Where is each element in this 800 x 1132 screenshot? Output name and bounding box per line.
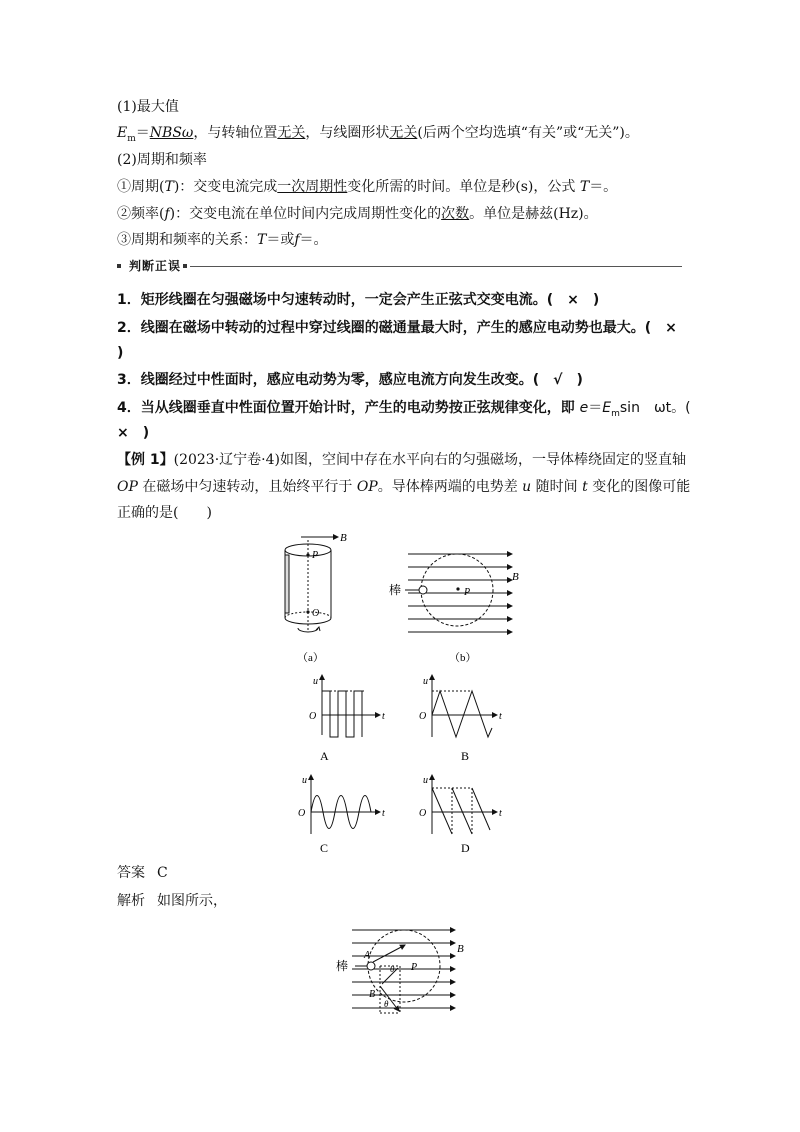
- option-A-graph: [322, 675, 380, 737]
- axis-t-B: t: [499, 711, 502, 722]
- text: 如图，空间中存在水平向右的匀强磁场，一导体棒绕固定的竖直轴: [280, 452, 686, 468]
- axis-u-A: u: [313, 676, 318, 687]
- analysis-label-A: A: [364, 950, 371, 961]
- text: ①周期(: [117, 179, 165, 195]
- axis-u-D: u: [423, 775, 428, 786]
- answer-label: 答案: [117, 865, 145, 881]
- text: 变化所需的时间。单位是秒(s)，公式: [347, 179, 580, 195]
- analysis-label-P: P: [411, 962, 418, 973]
- judge-item-1: 1．矩形线圈在匀强磁场中匀速转动时，一定会产生正弦式交变电流。( × ): [117, 292, 600, 308]
- symbol-f: f: [164, 206, 170, 222]
- text: ③周期和频率的关系：: [117, 232, 257, 248]
- analysis-label: 解析: [117, 893, 145, 909]
- judge-item-2: 2．线圈在磁场中转动的过程中穿过线圈的磁通量最大时，产生的感应电动势也最大。( ×: [117, 320, 677, 336]
- symbol-u: u: [522, 479, 532, 495]
- point-O-dot: [306, 610, 309, 613]
- equals-sign: ＝: [135, 125, 150, 141]
- analysis-label-B-point: B: [369, 989, 376, 1000]
- axis-O-C: O: [298, 808, 306, 819]
- text: ＝或: [266, 232, 295, 248]
- analysis-text: 如图所示，: [157, 893, 227, 909]
- text: 随时间: [531, 479, 583, 495]
- option-C-label: C: [320, 841, 329, 855]
- em-symbol: E: [117, 125, 128, 141]
- label-O: O: [312, 608, 320, 619]
- blank-answer: 无关: [389, 125, 418, 141]
- symbol-T: T: [164, 179, 174, 195]
- caption-b: （b）: [449, 652, 477, 664]
- em-subscript: m: [127, 133, 136, 144]
- text: (后两个空均选填“有关”或“无关”)。: [417, 125, 639, 141]
- caption-a: （a）: [297, 652, 324, 664]
- axis-O-A: O: [309, 711, 317, 722]
- symbol-OP: OP: [356, 479, 378, 495]
- analysis-theta-2: θ: [384, 999, 389, 1009]
- equals-sign: ＝: [588, 400, 603, 416]
- analysis-theta-1: θ: [390, 964, 395, 974]
- label-B: B: [340, 532, 347, 544]
- analysis-label-rod: 棒: [336, 959, 349, 973]
- text: )：交变电流完成: [173, 179, 278, 195]
- label-rod: 棒: [389, 583, 402, 597]
- option-B-graph: [432, 675, 497, 737]
- blank-answer: 无关: [277, 125, 306, 141]
- point-P-dot: [306, 553, 309, 556]
- text: ＝。: [299, 232, 328, 248]
- judge-item-4-cont: × ): [117, 425, 150, 441]
- axis-u-C: u: [302, 775, 307, 786]
- symbol-E: E: [602, 400, 612, 416]
- axis-O-D: O: [419, 808, 427, 819]
- symbol-t: t: [582, 479, 588, 495]
- axis-t-D: t: [499, 808, 502, 819]
- text: ，与转轴位置: [193, 125, 278, 141]
- symbol-T: T: [257, 232, 267, 248]
- example-source: (2023·辽宁卷·4): [173, 452, 280, 468]
- symbol-e: e: [579, 400, 589, 416]
- option-D-label: D: [461, 841, 470, 855]
- text: 变化的图像可能: [587, 479, 691, 495]
- analysis-line: [117, 891, 227, 911]
- axis-t-C: t: [382, 808, 385, 819]
- text: 。导体棒两端的电势差: [377, 479, 523, 495]
- axis-O-B: O: [419, 711, 427, 722]
- blank-answer: 次数: [441, 206, 470, 222]
- section-max-value-title: (1)最大值: [117, 99, 179, 115]
- blank-answer: 一次周期性: [277, 179, 348, 195]
- axis-t-A: t: [382, 711, 385, 722]
- label-B-b: B: [512, 571, 519, 583]
- option-A-label: A: [320, 749, 329, 763]
- text: ＝。: [589, 179, 618, 195]
- label-P-b: P: [464, 587, 471, 598]
- option-B-label: B: [461, 749, 470, 763]
- em-formula: NBSω: [149, 125, 194, 141]
- text: 。单位是赫兹(Hz)。: [469, 206, 598, 222]
- analysis-figure: [352, 930, 455, 1013]
- text: )：交变电流在单位时间内完成周期性变化的: [169, 206, 442, 222]
- subscript-m: m: [611, 408, 620, 419]
- symbol-OP: OP: [117, 479, 138, 495]
- example-tag: 【例 1】: [117, 452, 174, 468]
- analysis-label-B: B: [457, 943, 464, 955]
- symbol-f: f: [294, 232, 300, 248]
- answer-value: C: [157, 865, 168, 881]
- option-D-graph: [432, 775, 497, 834]
- example-line-3: 正确的是( ): [117, 505, 212, 521]
- text: ②频率(: [117, 206, 165, 222]
- point-P-dot-b: [456, 587, 459, 590]
- text: sin ωt。(: [619, 400, 691, 416]
- option-C-graph: [311, 775, 380, 834]
- label-P: P: [312, 550, 319, 561]
- text: ，与线圈形状: [305, 125, 390, 141]
- figure-b-field: [405, 554, 512, 632]
- text: 4．当从线圈垂直中性面位置开始计时，产生的电动势按正弦规律变化，即: [117, 400, 580, 416]
- answer-line: [117, 863, 168, 883]
- section-period-frequency-title: (2)周期和频率: [117, 152, 207, 168]
- judge-item-2-cont: ): [117, 345, 124, 361]
- text: 在磁场中匀速转动，且始终平行于: [137, 479, 357, 495]
- judge-header-title: 判断正误: [129, 259, 182, 273]
- symbol-T: T: [579, 179, 590, 195]
- axis-u-B: u: [423, 676, 428, 687]
- judge-item-3: 3．线圈经过中性面时，感应电动势为零，感应电流方向发生改变。( √ ): [117, 372, 583, 388]
